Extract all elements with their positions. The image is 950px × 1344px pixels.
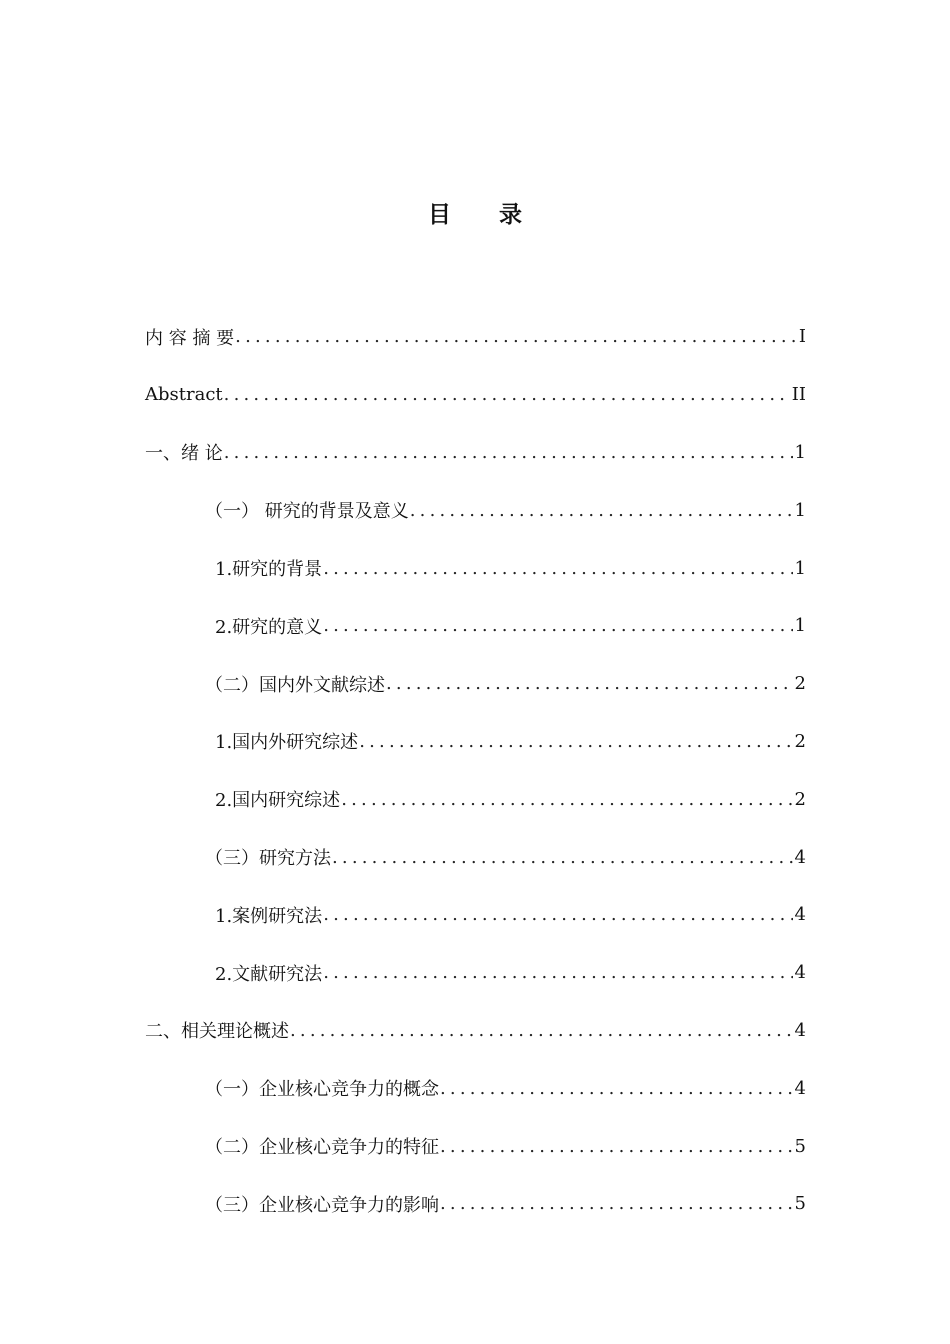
toc-dot-leader xyxy=(323,904,792,925)
toc-dot-leader xyxy=(235,326,797,347)
toc-entry-page-number: 4 xyxy=(794,1077,806,1099)
toc-entry-page-number: 5 xyxy=(794,1135,806,1157)
toc-dot-leader xyxy=(341,789,792,810)
toc-entry-page-number: 1 xyxy=(794,557,806,579)
toc-entry-page-number: 1 xyxy=(794,615,806,637)
toc-entry-page-number: 2 xyxy=(794,730,806,752)
toc-dot-leader xyxy=(359,731,792,752)
toc-entry-label: 2.研究的意义 xyxy=(215,616,323,638)
toc-entry-label: 2.文献研究法 xyxy=(215,963,323,985)
toc-dot-leader xyxy=(440,1078,793,1099)
toc-entry[interactable] xyxy=(145,308,806,366)
toc-entry[interactable] xyxy=(145,1117,806,1175)
toc-entry-page-number: I xyxy=(798,326,806,348)
toc-entry-label: 2.国内研究综述 xyxy=(215,790,341,812)
toc-entry[interactable] xyxy=(145,366,806,424)
toc-entry[interactable] xyxy=(145,1175,806,1233)
toc-entry-page-number: 2 xyxy=(794,788,806,810)
toc-entry[interactable] xyxy=(145,424,806,482)
toc-entry[interactable] xyxy=(145,1059,806,1117)
toc-title xyxy=(0,196,950,229)
toc-entry[interactable] xyxy=(145,713,806,771)
toc-entry-page-number: 2 xyxy=(794,673,806,695)
toc-entry-label: 1.案例研究法 xyxy=(215,905,323,927)
toc-entry-label: Abstract xyxy=(145,384,223,406)
toc-dot-leader xyxy=(224,384,790,405)
toc-entry-page-number: 4 xyxy=(794,962,806,984)
toc-dot-leader xyxy=(323,558,792,579)
toc-entry-page-number: 5 xyxy=(794,1193,806,1215)
toc-dot-leader xyxy=(440,1193,793,1214)
toc-list xyxy=(145,308,806,1233)
toc-entry-label: （三）企业核心竞争力的影响 xyxy=(205,1194,439,1216)
toc-dot-leader xyxy=(410,500,793,521)
toc-entry-label: 二、相关理论概述 xyxy=(145,1021,289,1043)
toc-entry-page-number: 4 xyxy=(794,904,806,926)
toc-dot-leader xyxy=(224,442,793,463)
toc-entry[interactable] xyxy=(145,481,806,539)
toc-entry-label: 一、绪 论 xyxy=(145,443,223,465)
toc-entry[interactable] xyxy=(145,1002,806,1060)
toc-dot-leader xyxy=(290,1020,793,1041)
toc-entry[interactable] xyxy=(145,597,806,655)
toc-title-char: 目 xyxy=(428,202,451,228)
toc-entry-page-number: II xyxy=(791,384,806,406)
toc-entry-label: （三）研究方法 xyxy=(205,848,331,870)
toc-dot-leader xyxy=(386,673,793,694)
toc-entry-label: 1.研究的背景 xyxy=(215,559,323,581)
toc-title-char: 录 xyxy=(499,202,522,228)
toc-dot-leader xyxy=(323,962,792,983)
toc-entry-page-number: 4 xyxy=(794,846,806,868)
toc-dot-leader xyxy=(332,847,793,868)
toc-entry-label: （一）企业核心竞争力的概念 xyxy=(205,1079,439,1101)
toc-entry[interactable] xyxy=(145,886,806,944)
toc-entry-label: （一） 研究的背景及意义 xyxy=(205,501,409,523)
toc-entry[interactable] xyxy=(145,770,806,828)
toc-dot-leader xyxy=(323,615,792,636)
toc-entry-label: 1.国内外研究综述 xyxy=(215,732,359,754)
toc-entry-page-number: 4 xyxy=(794,1019,806,1041)
toc-entry-page-number: 1 xyxy=(794,499,806,521)
toc-dot-leader xyxy=(440,1136,793,1157)
toc-entry[interactable] xyxy=(145,944,806,1002)
toc-entry[interactable] xyxy=(145,539,806,597)
toc-entry-label: 内 容 摘 要 xyxy=(145,327,235,349)
toc-entry-label: （二）国内外文献综述 xyxy=(205,674,385,696)
toc-entry-page-number: 1 xyxy=(794,441,806,463)
toc-entry[interactable] xyxy=(145,828,806,886)
toc-entry-label: （二）企业核心竞争力的特征 xyxy=(205,1137,439,1159)
toc-entry[interactable] xyxy=(145,655,806,713)
